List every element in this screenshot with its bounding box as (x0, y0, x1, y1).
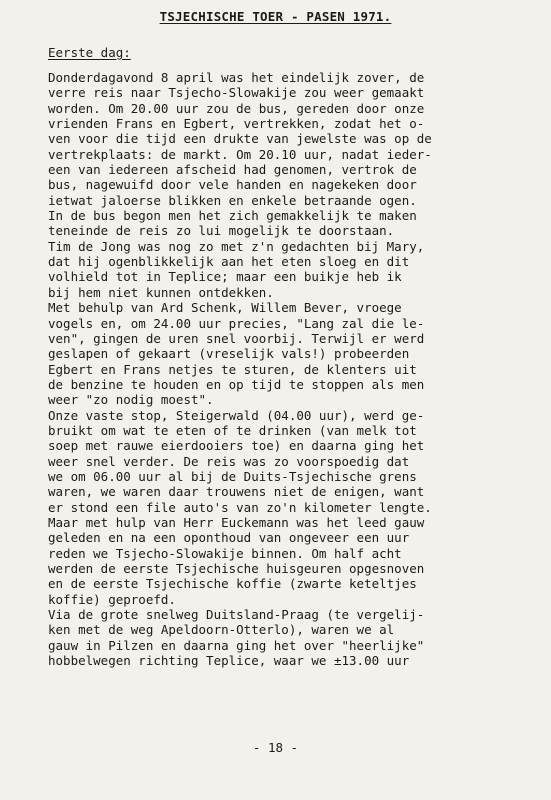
text-line: en de eerste Tsjechische koffie (zwarte keteltjes (48, 576, 417, 592)
text-line: weer "zo nodig moest". (48, 392, 214, 408)
text-line: werden de eerste Tsjechische huisgeuren opgesnoven (48, 561, 425, 576)
text-line: weer snel verder. De reis was zo voorspoedig dat (48, 453, 410, 469)
text-line: Tim de Jong was nog zo met z'n gedachten bij Mary, (48, 238, 425, 254)
text-line: er stond een file auto's van zo'n kilometer lengte. (48, 499, 432, 515)
text-line: Via de grote snelweg Duitsland-Praag (te vergelij- (48, 607, 425, 623)
section-heading: Eerste dag: (48, 45, 131, 60)
text-line: Egbert en Frans netjes te sturen, de klenters uit (48, 361, 417, 377)
text-line: vogels en, om 24.00 uur precies, "Lang zal die le- (48, 315, 425, 331)
text-line: bus, nagewuifd door vele handen en nagekeken door (48, 177, 417, 193)
text-line: Met behulp van Ard Schenk, Willem Bever, vroege (48, 300, 402, 316)
text-line: een van iedereen afscheid had genomen, vertrok de (48, 162, 417, 178)
text-line: teneinde de reis zo lui mogelijk te doorstaan. (48, 223, 395, 239)
text-line: Maar met hulp van Herr Euckemann was het leed gauw (48, 514, 425, 530)
text-line: bij hem niet kunnen ontdekken. (48, 284, 274, 300)
text-line: hobbelwegen richting Teplice, waar we ±13.00 uur (48, 653, 410, 669)
text-line: ietwat jaloerse blikken en enkele betraande ogen. (48, 192, 417, 208)
text-line: In de bus begon men het zich gemakkelijk te maken (48, 208, 417, 224)
text-line: ken met de weg Apeldoorn-Otterlo), waren we al (48, 622, 395, 638)
page-number: - 18 - (252, 740, 299, 755)
text-line: Onze vaste stop, Steigerwald (04.00 uur), werd ge- (48, 407, 425, 423)
text-line: ven voor die tijd een drukte van jewelste was op de (48, 131, 432, 147)
text-line: volhield tot in Teplice; maar een buikje heb ik (48, 269, 402, 285)
text-line: reden we Tsjecho-Slowakije binnen. Om half acht (48, 545, 402, 561)
text-line: waren, we waren daar trouwens niet de enigen, want (48, 484, 425, 500)
body-text (48, 70, 538, 668)
text-line: ven", gingen de uren snel voorbij. Terwijl er werd (48, 330, 425, 346)
text-line: geleden en na een oponthoud van ongeveer een uur (48, 530, 410, 546)
text-line: vrienden Frans en Egbert, vertrekken, zodat het o- (48, 116, 425, 132)
text-line: bruikt om wat te eten of te drinken (van melk tot (48, 422, 417, 438)
text-line: vertrekplaats: de markt. Om 20.10 uur, nadat ieder- (48, 146, 432, 162)
text-line: Donderdagavond 8 april was het eindelijk zover, de (48, 70, 425, 85)
text-line: verre reis naar Tsjecho-Slowakije zou weer gemaakt (48, 85, 425, 101)
text-line: geslapen of gekaart (vreselijk vals!) probeerden (48, 346, 410, 362)
text-line: de benzine te houden en op tijd te stoppen als men (48, 376, 425, 392)
text-line: gauw in Pilzen en daarna ging het over "heerlijke" (48, 637, 425, 653)
text-line: dat hij ogenblikkelijk aan het eten sloeg en dit (48, 254, 410, 270)
text-line: koffie) geproefd. (48, 591, 176, 607)
text-line: we om 06.00 uur al bij de Duits-Tsjechische grens (48, 468, 417, 484)
text-line: worden. Om 20.00 uur zou de bus, gereden door onze (48, 100, 425, 116)
document-title: TSJECHISCHE TOER - PASEN 1971. (159, 9, 392, 24)
text-line: soep met rauwe eierdooiers toe) en daarna ging het (48, 438, 425, 454)
